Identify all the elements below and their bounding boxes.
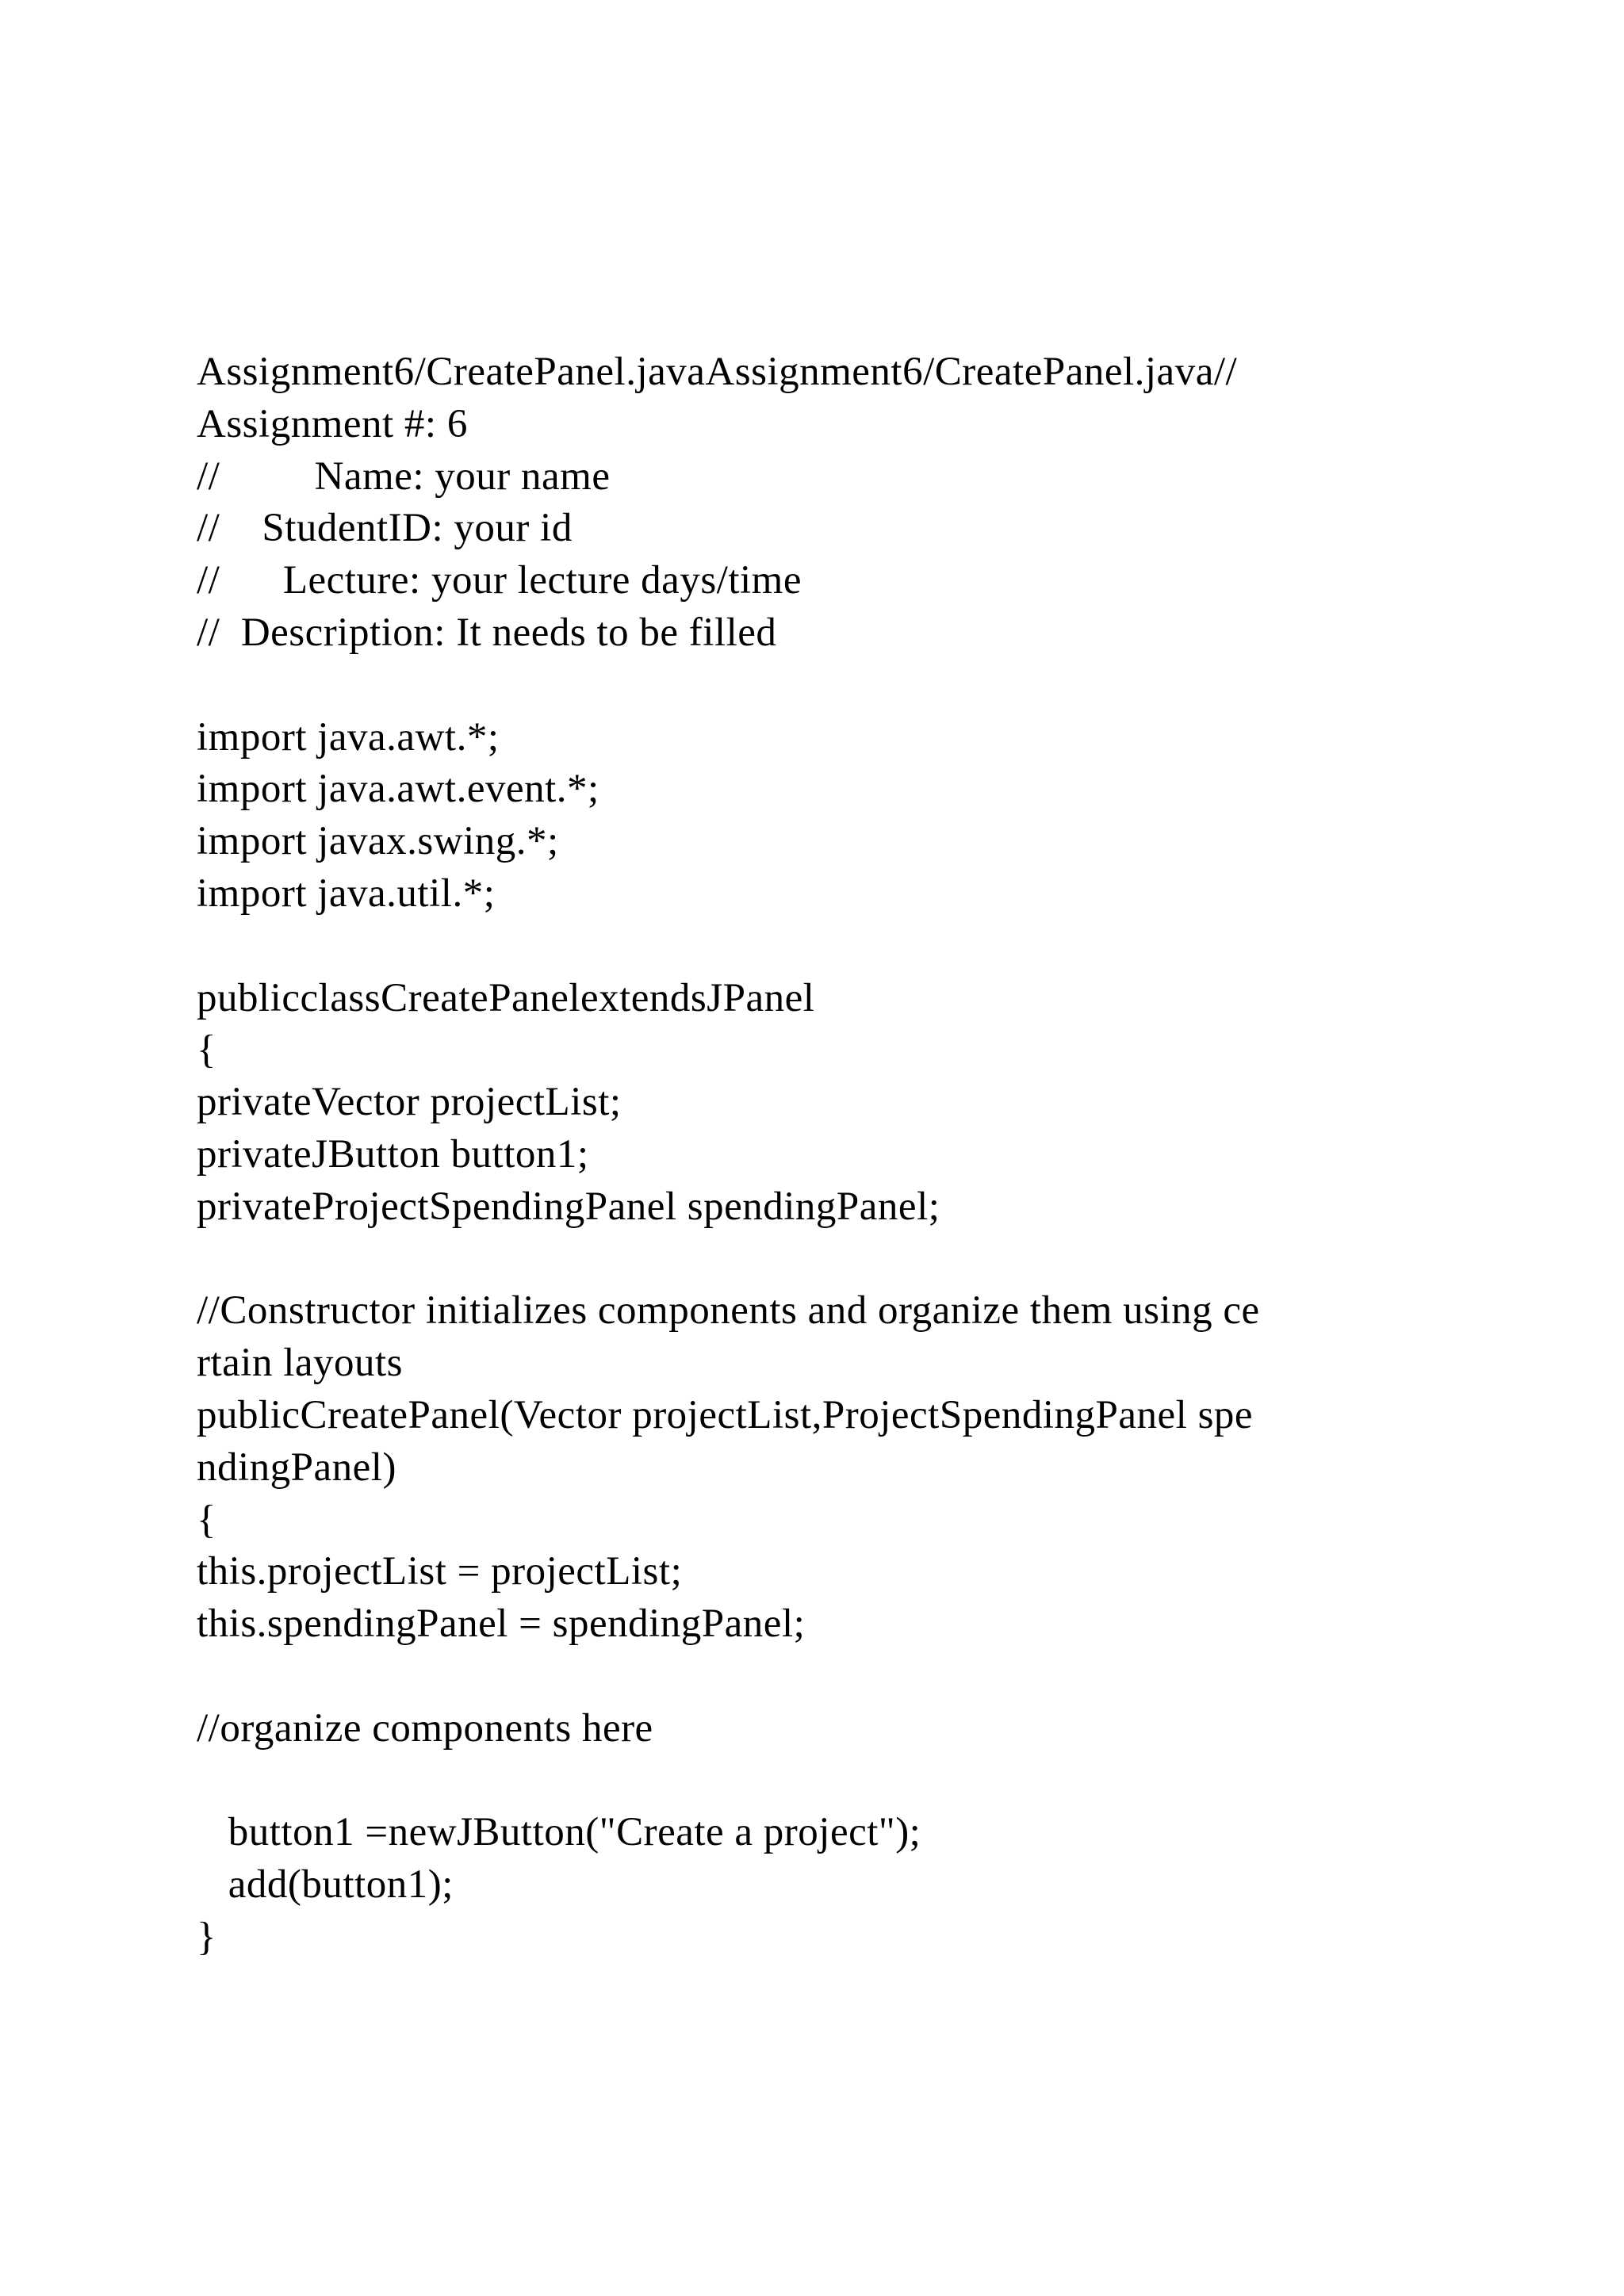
code-line: add(button1);: [197, 1862, 454, 1908]
code-line: this.spendingPanel = spendingPanel;: [197, 1601, 806, 1647]
code-line: this.projectList = projectList;: [197, 1549, 683, 1594]
code-line: // Description: It needs to be filled: [197, 610, 777, 655]
code-line: // Lecture: your lecture days/time: [197, 558, 802, 603]
blank-line: [197, 920, 1545, 973]
code-line: Assignment #: 6: [197, 401, 468, 446]
code-line: //Constructor initializes components and organize them using ce: [197, 1288, 1260, 1334]
code-line: {: [197, 1027, 216, 1073]
blank-line: [197, 1651, 1545, 1703]
code-line: import java.util.*;: [197, 871, 496, 916]
code-line: //organize components here: [197, 1705, 653, 1751]
code-line: privateProjectSpendingPanel spendingPanel;: [197, 1184, 940, 1229]
code-line: {: [197, 1497, 216, 1542]
code-line: import java.awt.event.*;: [197, 767, 599, 812]
code-line: privateVector projectList;: [197, 1080, 622, 1125]
code-listing: [197, 346, 1545, 1964]
code-line: publicCreatePanel(Vector projectList,ProjectSpendingPanel spe: [197, 1392, 1254, 1437]
blank-line: [197, 1234, 1545, 1286]
code-line: Assignment6/CreatePanel.javaAssignment6/CreatePanel.java//: [197, 350, 1238, 394]
code-line: import java.awt.*;: [197, 714, 500, 760]
code-line: rtain layouts: [197, 1341, 404, 1386]
blank-line: [197, 1755, 1545, 1808]
code-line: ndingPanel): [197, 1445, 396, 1490]
code-line: button1 =newJButton("Create a project");: [197, 1810, 921, 1855]
code-line: publicclassCreatePanelextendsJPanel: [197, 975, 815, 1020]
code-line: import javax.swing.*;: [197, 819, 559, 864]
code-line: privateJButton button1;: [197, 1131, 589, 1177]
blank-line: [197, 660, 1545, 712]
code-line: // StudentID: your id: [197, 506, 573, 551]
code-line: // Name: your name: [197, 453, 611, 499]
code-line: }: [197, 1914, 216, 1959]
